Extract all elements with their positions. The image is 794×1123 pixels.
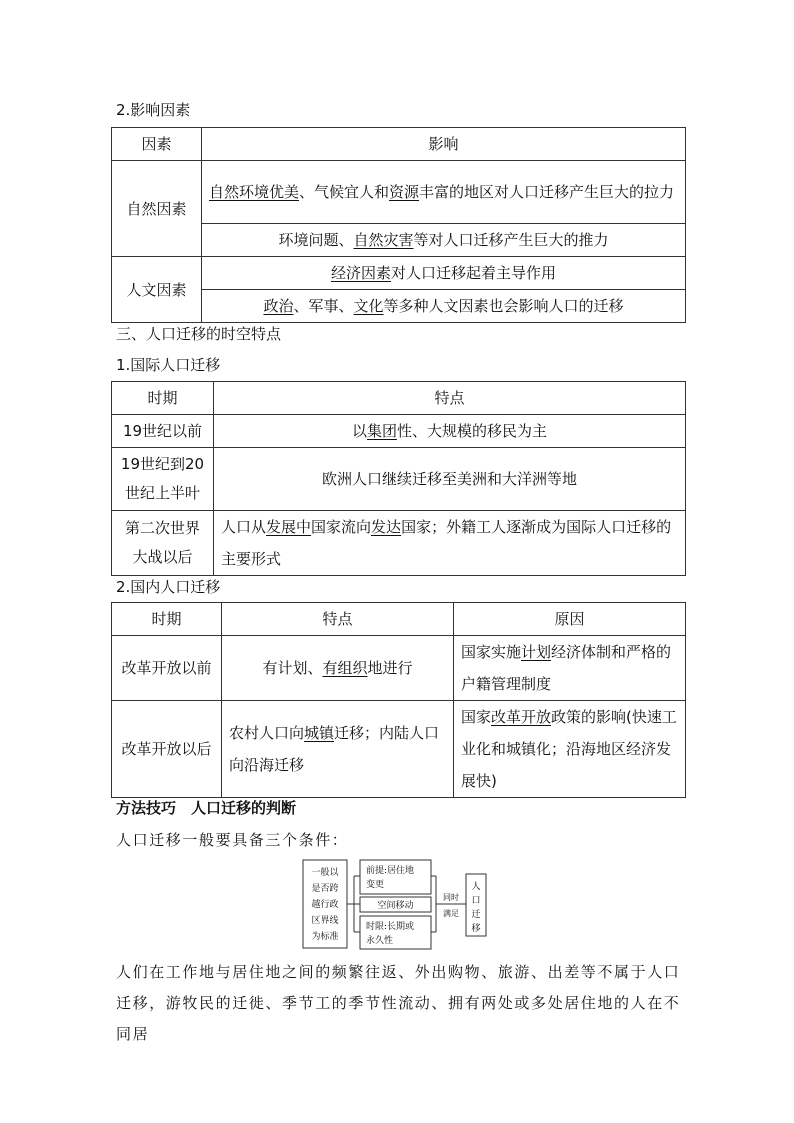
header-reason: 原因	[454, 603, 686, 636]
feature-cell: 欧洲人口继续迁移至美洲和大洋洲等地	[214, 448, 686, 511]
header-period: 时期	[112, 382, 214, 415]
header-factor: 因素	[112, 128, 202, 161]
natural-factor-label: 自然因素	[112, 161, 202, 257]
method-paragraph: 人们在工作地与居住地之间的频繁往返、外出购物、旅游、出差等不属于人口迁移，游牧民的迁徙、季节工的季节性流动、拥有两处或多处居住地的人在不同居	[116, 963, 681, 1043]
feature-cell: 以集团性、大规模的移民为主	[214, 415, 686, 448]
human-effect-other: 政治、军事、文化等多种人文因素也会影响人口的迁移	[202, 290, 686, 323]
table-row	[112, 448, 686, 511]
svg-text:移: 移	[471, 924, 481, 934]
svg-text:满足: 满足	[443, 909, 459, 918]
spatiotemporal-heading: 三、人口迁移的时空特点	[116, 325, 282, 343]
table-header-row	[112, 603, 686, 636]
svg-text:一般以: 一般以	[311, 868, 339, 878]
svg-text:是否跨: 是否跨	[311, 884, 339, 894]
method-intro: 人口迁移一般要具备三个条件：	[116, 831, 349, 849]
period-cell: 19世纪到20世纪上半叶	[112, 448, 214, 511]
human-effect-economy: 经济因素对人口迁移起着主导作用	[202, 257, 686, 290]
reason-cell: 国家实施计划经济体制和严格的户籍管理制度	[454, 636, 686, 701]
both-satisfied-label	[443, 892, 459, 918]
influence-heading: 2.影响因素	[116, 101, 191, 119]
reason-cell: 国家改革开放政策的影响(快速工业化和城镇化；沿海地区经济发展快)	[454, 701, 686, 798]
criterion-box	[303, 860, 347, 948]
result-box	[466, 874, 486, 936]
domestic-table	[111, 602, 686, 798]
table-header-row	[112, 382, 686, 415]
human-factor-label: 人文因素	[112, 257, 202, 323]
svg-text:迁: 迁	[471, 910, 481, 920]
table-row	[112, 415, 686, 448]
header-effect: 影响	[202, 128, 686, 161]
international-heading: 1.国际人口迁移	[116, 356, 221, 374]
migration-conditions-diagram	[300, 858, 500, 954]
svg-text:变更: 变更	[366, 880, 385, 890]
feature-cell: 人口从发展中国家流向发达国家；外籍工人逐渐成为国际人口迁移的主要形式	[214, 511, 686, 576]
table-row	[112, 636, 686, 701]
svg-text:口: 口	[471, 896, 481, 906]
table-row	[112, 161, 686, 224]
influence-table	[111, 127, 686, 323]
svg-text:同时: 同时	[443, 893, 459, 902]
table-header-row	[112, 128, 686, 161]
period-cell: 19世纪以前	[112, 415, 214, 448]
header-period: 时期	[112, 603, 222, 636]
svg-text:越行政: 越行政	[311, 900, 339, 910]
table-row	[112, 257, 686, 290]
svg-text:空间移动: 空间移动	[377, 901, 414, 911]
period-cell: 改革开放以前	[112, 636, 222, 701]
svg-text:时限:长期或: 时限:长期或	[366, 922, 415, 932]
svg-text:为标准: 为标准	[311, 932, 339, 942]
table-row	[112, 701, 686, 798]
domestic-heading: 2.国内人口迁移	[116, 578, 221, 596]
natural-effect-push: 环境问题、自然灾害等对人口迁移产生巨大的推力	[202, 224, 686, 257]
feature-cell: 有计划、有组织地进行	[222, 636, 454, 701]
method-title: 方法技巧 人口迁移的判断	[116, 799, 297, 817]
svg-text:前提:居住地: 前提:居住地	[366, 866, 415, 876]
time-box	[360, 916, 431, 949]
feature-cell: 农村人口向城镇迁移；内陆人口向沿海迁移	[222, 701, 454, 798]
period-cell: 第二次世界大战以后	[112, 511, 214, 576]
international-table	[111, 381, 686, 576]
natural-effect-pull: 自然环境优美、气候宜人和资源丰富的地区对人口迁移产生巨大的拉力	[202, 161, 686, 224]
period-cell: 改革开放以后	[112, 701, 222, 798]
space-box	[360, 897, 431, 912]
premise-box	[360, 860, 431, 894]
table-row	[112, 511, 686, 576]
svg-text:区界线: 区界线	[311, 916, 339, 926]
svg-text:永久性: 永久性	[366, 936, 394, 946]
header-feature: 特点	[214, 382, 686, 415]
header-feature: 特点	[222, 603, 454, 636]
svg-text:人: 人	[471, 882, 481, 892]
